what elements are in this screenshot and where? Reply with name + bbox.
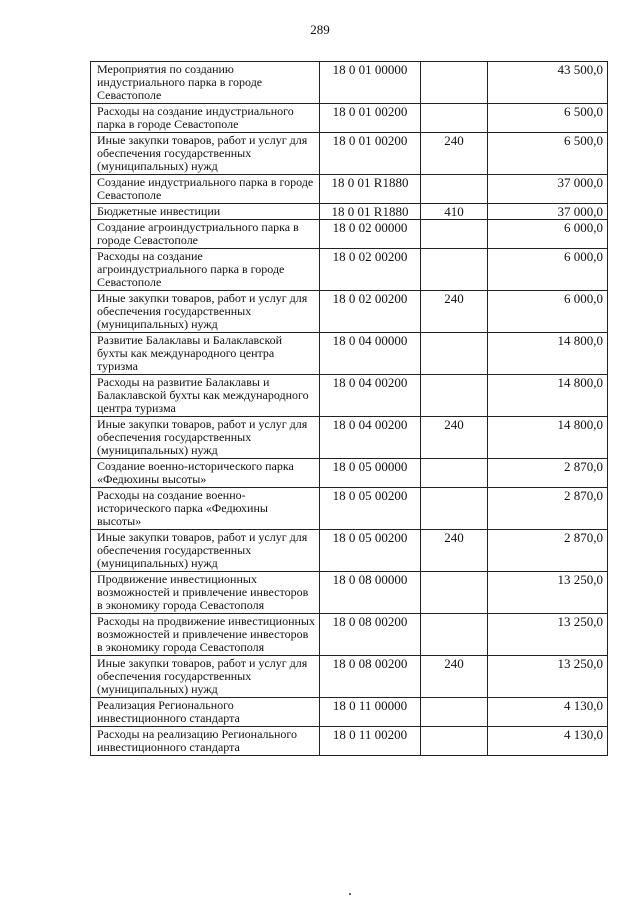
row-code-cell: 18 0 08 00200	[320, 614, 421, 656]
row-expense-type-cell: 240	[421, 530, 488, 572]
row-amount-cell: 37 000,0	[488, 175, 608, 204]
row-name-cell: Иные закупки товаров, работ и услуг для обеспечения государственных (муниципальных) нужд	[91, 656, 320, 698]
row-expense-type-cell	[421, 459, 488, 488]
row-expense-type-cell	[421, 727, 488, 756]
row-amount-cell: 13 250,0	[488, 614, 608, 656]
row-code-cell: 18 0 01 00200	[320, 104, 421, 133]
row-expense-type-cell	[421, 175, 488, 204]
row-name-cell: Создание индустриального парка в городе Севастополе	[91, 175, 320, 204]
row-amount-cell: 2 870,0	[488, 530, 608, 572]
row-name-cell: Создание агроиндустриального парка в городе Севастополе	[91, 220, 320, 249]
table-row	[91, 698, 608, 727]
table-row	[91, 291, 608, 333]
row-code-cell: 18 0 05 00200	[320, 488, 421, 530]
row-amount-cell: 6 000,0	[488, 249, 608, 291]
row-amount-cell: 14 800,0	[488, 375, 608, 417]
row-name-cell: Расходы на создание индустриального парка в городе Севастополе	[91, 104, 320, 133]
row-expense-type-cell	[421, 220, 488, 249]
row-code-cell: 18 0 04 00200	[320, 417, 421, 459]
table-row	[91, 656, 608, 698]
row-amount-cell: 37 000,0	[488, 204, 608, 220]
table-row	[91, 530, 608, 572]
row-expense-type-cell	[421, 104, 488, 133]
row-name-cell: Иные закупки товаров, работ и услуг для обеспечения государственных (муниципальных) нужд	[91, 291, 320, 333]
row-expense-type-cell: 240	[421, 291, 488, 333]
row-amount-cell: 43 500,0	[488, 62, 608, 104]
row-expense-type-cell	[421, 62, 488, 104]
table-row	[91, 175, 608, 204]
table-row	[91, 459, 608, 488]
row-expense-type-cell	[421, 488, 488, 530]
row-code-cell: 18 0 08 00000	[320, 572, 421, 614]
scan-speck	[349, 893, 351, 895]
row-amount-cell: 13 250,0	[488, 572, 608, 614]
row-amount-cell: 6 500,0	[488, 104, 608, 133]
row-name-cell: Расходы на развитие Балаклавы и Балаклавской бухты как международного центра туризма	[91, 375, 320, 417]
row-code-cell: 18 0 02 00200	[320, 291, 421, 333]
row-name-cell: Иные закупки товаров, работ и услуг для обеспечения государственных (муниципальных) нужд	[91, 530, 320, 572]
row-code-cell: 18 0 01 R1880	[320, 204, 421, 220]
row-code-cell: 18 0 02 00000	[320, 220, 421, 249]
row-name-cell: Создание военно-исторического парка «Федюхины высоты»	[91, 459, 320, 488]
row-code-cell: 18 0 08 00200	[320, 656, 421, 698]
row-name-cell: Бюджетные инвестиции	[91, 204, 320, 220]
row-amount-cell: 6 500,0	[488, 133, 608, 175]
table-row	[91, 727, 608, 756]
row-amount-cell: 2 870,0	[488, 459, 608, 488]
row-expense-type-cell	[421, 572, 488, 614]
table-row	[91, 62, 608, 104]
row-amount-cell: 6 000,0	[488, 291, 608, 333]
table-row	[91, 220, 608, 249]
row-name-cell: Иные закупки товаров, работ и услуг для обеспечения государственных (муниципальных) нужд	[91, 133, 320, 175]
table-row	[91, 249, 608, 291]
row-name-cell: Развитие Балаклавы и Балаклавской бухты как международного центра туризма	[91, 333, 320, 375]
row-expense-type-cell: 240	[421, 417, 488, 459]
row-name-cell: Иные закупки товаров, работ и услуг для обеспечения государственных (муниципальных) нужд	[91, 417, 320, 459]
row-amount-cell: 13 250,0	[488, 656, 608, 698]
table-row	[91, 417, 608, 459]
row-code-cell: 18 0 01 00000	[320, 62, 421, 104]
table-row	[91, 614, 608, 656]
row-name-cell: Расходы на реализацию Регионального инвестиционного стандарта	[91, 727, 320, 756]
table-row	[91, 375, 608, 417]
row-code-cell: 18 0 02 00200	[320, 249, 421, 291]
row-code-cell: 18 0 01 R1880	[320, 175, 421, 204]
row-name-cell: Расходы на создание агроиндустриального парка в городе Севастополе	[91, 249, 320, 291]
row-amount-cell: 6 000,0	[488, 220, 608, 249]
row-name-cell: Расходы на продвижение инвестиционных возможностей и привлечение инвесторов в экономику города Севастополя	[91, 614, 320, 656]
row-name-cell: Расходы на создание военно-исторического парка «Федюхины высоты»	[91, 488, 320, 530]
row-code-cell: 18 0 01 00200	[320, 133, 421, 175]
page-number: 289	[310, 22, 330, 37]
row-code-cell: 18 0 05 00200	[320, 530, 421, 572]
row-expense-type-cell	[421, 698, 488, 727]
row-code-cell: 18 0 04 00200	[320, 375, 421, 417]
row-amount-cell: 4 130,0	[488, 727, 608, 756]
row-expense-type-cell	[421, 333, 488, 375]
row-expense-type-cell	[421, 375, 488, 417]
table-row	[91, 133, 608, 175]
table-row	[91, 488, 608, 530]
table-row	[91, 572, 608, 614]
row-amount-cell: 14 800,0	[488, 333, 608, 375]
row-code-cell: 18 0 11 00200	[320, 727, 421, 756]
row-expense-type-cell: 410	[421, 204, 488, 220]
budget-table-body	[91, 62, 608, 756]
row-expense-type-cell: 240	[421, 133, 488, 175]
budget-table	[90, 61, 608, 756]
table-row	[91, 204, 608, 220]
row-code-cell: 18 0 04 00000	[320, 333, 421, 375]
row-amount-cell: 14 800,0	[488, 417, 608, 459]
table-row	[91, 104, 608, 133]
row-name-cell: Продвижение инвестиционных возможностей и привлечение инвесторов в экономику города Севастополя	[91, 572, 320, 614]
row-amount-cell: 4 130,0	[488, 698, 608, 727]
row-expense-type-cell	[421, 249, 488, 291]
table-row	[91, 333, 608, 375]
row-name-cell: Мероприятия по созданию индустриального парка в городе Севастополе	[91, 62, 320, 104]
row-expense-type-cell: 240	[421, 656, 488, 698]
row-name-cell: Реализация Регионального инвестиционного стандарта	[91, 698, 320, 727]
row-amount-cell: 2 870,0	[488, 488, 608, 530]
row-expense-type-cell	[421, 614, 488, 656]
row-code-cell: 18 0 11 00000	[320, 698, 421, 727]
row-code-cell: 18 0 05 00000	[320, 459, 421, 488]
